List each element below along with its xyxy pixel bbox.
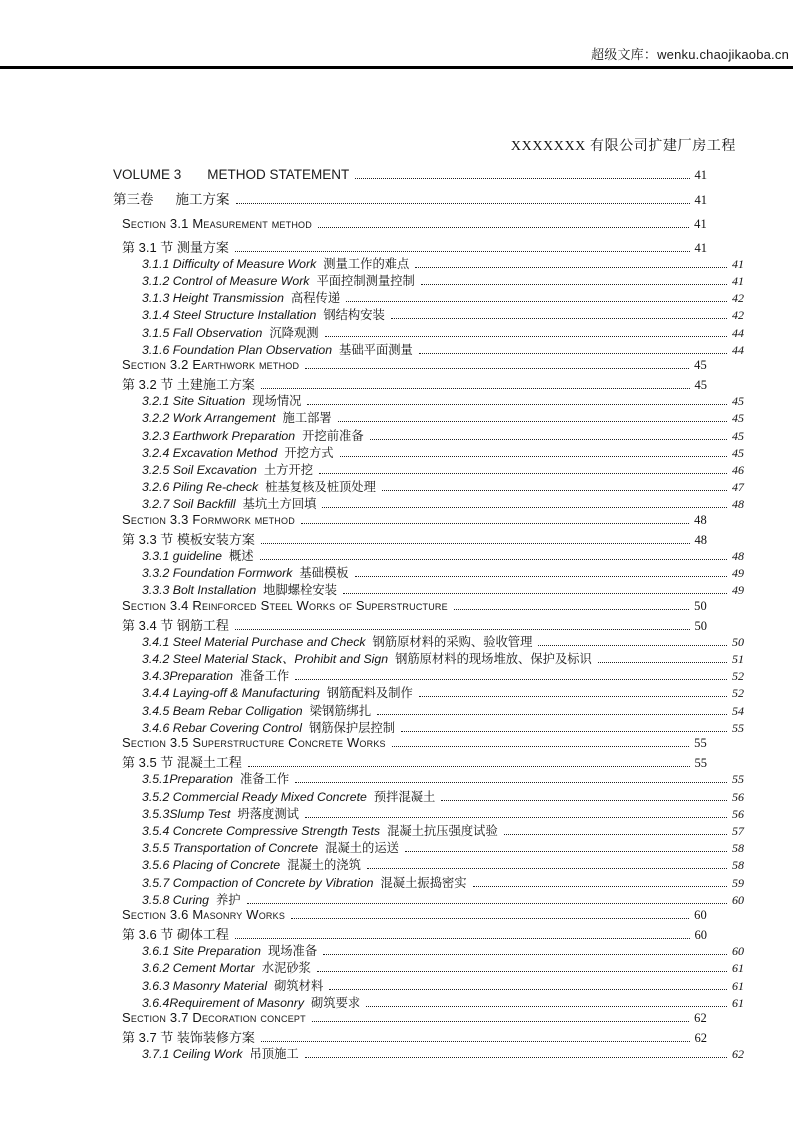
toc-leader <box>355 178 689 179</box>
toc-entry-text-zh: 准备工作 <box>239 669 290 684</box>
toc-entry-text-en: 3.3.3 Bolt Installation <box>142 583 257 598</box>
toc-page-number: 52 <box>732 669 744 684</box>
toc-entry-title: Section 3.5 Superstructure Concrete Works <box>122 735 386 750</box>
toc-page-number: 61 <box>732 978 744 993</box>
toc-entry-text <box>142 323 319 341</box>
toc-entry-text <box>142 666 289 684</box>
toc-page-number: 45 <box>694 357 707 372</box>
toc-entry-text-zh: 钢结构安装 <box>323 308 385 323</box>
toc-entry-text-en: 3.2.5 Soil Excavation <box>142 463 257 477</box>
toc-entry-text <box>142 391 301 409</box>
toc-page-number: 60 <box>694 907 707 922</box>
toc-entry-text <box>122 752 242 771</box>
toc-entry <box>113 546 744 563</box>
toc-entry-title: 第 3.7 节 装饰装修方案 <box>122 1030 255 1046</box>
toc-page-number: 45 <box>732 411 744 426</box>
toc-leader <box>415 267 727 268</box>
toc-entry-text-en: 3.4.2 Steel Material Stack、Prohibit and Sign <box>142 652 389 667</box>
toc-page-number: 47 <box>732 480 744 495</box>
toc-entry-text-zh: 梁钢筋绑扎 <box>309 703 372 718</box>
toc-entry <box>113 752 744 769</box>
toc-leader <box>291 918 689 919</box>
toc-leader <box>366 1006 727 1007</box>
toc-entry-text-en: 3.4.3Preparation <box>142 669 233 684</box>
toc-leader <box>367 868 727 869</box>
toc-entry-text-zh: 钢筋原材料的采购、验收管理 <box>372 634 533 649</box>
toc-entry-text <box>142 580 337 598</box>
toc-entry <box>113 718 744 735</box>
toc-entry-text-zh: 准备工作 <box>239 772 290 787</box>
toc-entry <box>113 804 744 821</box>
toc-entry <box>113 958 744 975</box>
toc-entry <box>113 188 744 208</box>
toc-entry-label: 第三卷 <box>113 192 154 208</box>
toc-entry-text-zh: 砌筑要求 <box>311 995 361 1010</box>
toc-entry-text-en: 3.1.4 Steel Structure Installation <box>142 308 317 323</box>
toc-leader <box>419 353 727 354</box>
toc-leader <box>325 336 727 337</box>
toc-leader <box>261 388 690 389</box>
toc-entry-text <box>142 941 317 959</box>
toc-leader <box>329 989 727 990</box>
toc-leader <box>355 576 727 577</box>
toc-entry-title: METHOD STATEMENT <box>207 167 350 182</box>
toc-entry-text-en: 3.6.1 Site Preparation <box>142 944 261 959</box>
toc-leader <box>370 439 727 440</box>
toc-entry <box>113 460 744 477</box>
toc-entry-text-en: 3.5.5 Transportation of Concrete <box>142 841 319 856</box>
toc-page-number: 46 <box>732 463 744 477</box>
toc-entry-text-zh: 混凝土抗压强度试验 <box>387 823 498 838</box>
toc-page-number: 57 <box>732 823 744 838</box>
toc-entry-text-zh: 钢筋配料及制作 <box>326 686 413 701</box>
toc-leader <box>235 938 690 939</box>
toc-entry-text <box>142 1044 299 1062</box>
toc-entry-text-zh: 钢筋保护层控制 <box>308 720 396 735</box>
toc-page-number: 44 <box>732 325 744 340</box>
toc-entry <box>113 216 744 233</box>
toc-entry-text-en: 3.7.1 Ceiling Work <box>142 1047 243 1062</box>
toc-entry-text-zh: 施工部署 <box>282 411 332 426</box>
toc-leader <box>319 473 727 474</box>
toc-entry-text-zh: 水泥砂浆 <box>261 961 311 976</box>
toc-entry-text-zh: 基础模板 <box>299 566 349 581</box>
toc-entry-text <box>142 477 376 495</box>
toc-leader <box>405 851 727 852</box>
toc-entry-text-en: 3.2.3 Earthwork Preparation <box>142 428 296 443</box>
toc-entry-title: 第 3.6 节 砌体工程 <box>122 927 229 943</box>
toc-entry-text-zh: 砌筑材料 <box>274 978 324 993</box>
toc-leader <box>295 782 727 783</box>
toc-page-number: 42 <box>732 291 744 306</box>
toc-page-number: 58 <box>732 841 744 856</box>
toc-entry-text <box>142 873 467 891</box>
toc-leader <box>598 662 727 663</box>
toc-page-number: 55 <box>732 720 744 735</box>
toc-leader <box>382 490 727 491</box>
toc-entry-text-en: 3.1.6 Foundation Plan Observation <box>142 342 333 357</box>
toc-entry-text <box>142 254 409 272</box>
toc-entry-text-zh: 混凝土振捣密实 <box>380 875 467 890</box>
toc-entry-title: Section 3.7 Decoration concept <box>122 1010 306 1025</box>
toc-entry <box>113 1027 744 1044</box>
toc-entry <box>113 494 744 511</box>
toc-page-number: 62 <box>694 1011 707 1025</box>
toc-entry-text <box>122 529 255 548</box>
toc-page-number: 55 <box>694 736 707 750</box>
toc-entry-text-en: 3.4.5 Beam Rebar Colligation <box>142 703 303 718</box>
toc-entry <box>113 254 744 271</box>
toc-page-number: 48 <box>732 548 744 563</box>
toc-entry-text <box>122 1010 306 1025</box>
toc-entry <box>113 580 744 597</box>
toc-entry-label: VOLUME 3 <box>113 167 182 182</box>
toc-page-number: 50 <box>694 598 707 613</box>
toc-entry-text-zh: 沉降观测 <box>269 325 319 340</box>
toc-entry <box>113 615 744 632</box>
toc-page-number: 50 <box>732 634 744 649</box>
toc-entry-text-en: 3.4.4 Laying-off & Manufacturing <box>142 686 320 701</box>
toc-entry <box>113 374 744 391</box>
toc-leader <box>421 284 727 285</box>
toc-page-number: 48 <box>694 512 707 527</box>
toc-page-number: 45 <box>732 445 744 460</box>
toc-page-number: 60 <box>732 892 744 907</box>
toc-entry-text-zh: 预拌混凝土 <box>373 789 436 804</box>
toc-entry-text-zh: 坍落度测试 <box>237 806 299 821</box>
toc-leader <box>235 251 690 252</box>
toc-entry <box>113 305 744 322</box>
toc-entry-text <box>142 976 323 994</box>
toc-entry-text <box>142 683 413 701</box>
toc-entry-text <box>142 288 340 306</box>
toc-entry-text <box>142 958 311 976</box>
toc-leader <box>261 1041 690 1042</box>
toc-leader <box>338 421 727 422</box>
toc-entry <box>113 976 744 993</box>
toc-entry-text-en: 3.4.1 Steel Material Purchase and Check <box>142 634 366 649</box>
toc-leader <box>317 971 727 972</box>
toc-entry <box>113 907 744 924</box>
toc-entry-text-en: 3.2.7 Soil Backfill <box>142 497 236 512</box>
toc-leader <box>473 886 727 887</box>
toc-entry-title: Section 3.1 Measurement method <box>122 216 312 232</box>
toc-entry <box>113 787 744 804</box>
toc-entry-text <box>142 305 385 323</box>
toc-leader <box>392 746 689 747</box>
toc-entry-text-zh: 基坑土方回填 <box>242 497 317 512</box>
toc-entry-text-en: 3.5.2 Commercial Ready Mixed Concrete <box>142 789 367 804</box>
toc-entry <box>113 683 744 700</box>
toc-page-number: 48 <box>694 532 707 547</box>
toc-entry-text-zh: 测量工作的难点 <box>323 256 410 271</box>
toc-entry-text-en: 3.4.6 Rebar Covering Control <box>142 720 302 735</box>
toc-entry-text <box>122 1027 255 1046</box>
toc-page-number: 54 <box>732 703 744 718</box>
toc-entry <box>113 924 744 941</box>
toc-page-number: 50 <box>694 618 707 633</box>
toc-leader <box>454 609 689 610</box>
toc-page-number: 62 <box>732 1047 744 1062</box>
toc-entry-text <box>113 188 230 208</box>
toc-leader <box>318 227 689 228</box>
table-of-contents <box>113 167 744 1062</box>
toc-leader <box>305 368 689 369</box>
toc-leader <box>391 318 727 319</box>
toc-entry <box>113 838 744 855</box>
toc-entry-text <box>122 374 255 393</box>
toc-entry-title: Section 3.4 Reinforced Steel Works of Superstructure <box>122 597 448 613</box>
toc-entry-text-zh: 土方开挖 <box>263 463 314 477</box>
toc-entry-text-en: 3.3.1 guideline <box>142 548 222 563</box>
toc-page-number: 41 <box>694 217 707 232</box>
toc-entry-text <box>122 615 229 634</box>
toc-entry-text-zh: 混凝土的浇筑 <box>287 858 361 873</box>
toc-entry-title: 第 3.3 节 模板安装方案 <box>122 531 255 547</box>
toc-entry-text-en: 3.2.4 Excavation Method <box>142 445 278 460</box>
toc-leader <box>323 954 727 955</box>
toc-entry-text <box>142 804 299 822</box>
toc-entry-text-zh: 混凝土的运送 <box>325 841 399 856</box>
toc-leader <box>401 731 727 732</box>
toc-entry <box>113 167 744 184</box>
toc-entry-text <box>122 216 312 231</box>
toc-entry <box>113 529 744 546</box>
toc-leader <box>307 404 727 405</box>
toc-page-number: 48 <box>732 497 744 512</box>
toc-entry-text-en: 3.5.1Preparation <box>142 772 233 787</box>
toc-leader <box>504 834 727 835</box>
toc-page-number: 55 <box>732 772 744 787</box>
toc-entry-text <box>142 718 395 736</box>
toc-leader <box>295 679 727 680</box>
toc-entry-title: 第 3.1 节 测量方案 <box>122 239 229 255</box>
toc-entry-text-en: 3.5.6 Placing of Concrete <box>142 858 281 873</box>
toc-entry-text-zh: 开挖方式 <box>284 445 334 460</box>
toc-entry-text <box>142 787 435 805</box>
toc-entry <box>113 855 744 872</box>
toc-page-number: 60 <box>694 928 707 943</box>
toc-entry-text <box>142 340 413 358</box>
toc-entry <box>113 941 744 958</box>
toc-entry <box>113 873 744 890</box>
toc-entry-text-en: 3.3.2 Foundation Formwork <box>142 566 293 581</box>
toc-entry <box>113 323 744 340</box>
toc-entry-text-zh: 基础平面测量 <box>339 342 413 357</box>
toc-entry-text <box>122 512 295 527</box>
toc-entry-text <box>122 357 299 372</box>
toc-entry <box>113 443 744 460</box>
doc-title: XXXXXXX 有限公司扩建厂房工程 <box>510 139 736 154</box>
toc-page-number: 41 <box>694 193 707 208</box>
toc-entry-text <box>142 855 361 873</box>
toc-leader <box>305 817 727 818</box>
toc-leader <box>538 645 727 646</box>
toc-entry-text <box>142 769 289 787</box>
toc-entry-text-zh: 开挖前准备 <box>302 428 364 443</box>
toc-entry <box>113 408 744 425</box>
toc-entry-text <box>142 993 360 1011</box>
toc-page-number: 45 <box>732 428 744 443</box>
toc-leader <box>260 559 727 560</box>
toc-page-number: 56 <box>732 806 744 821</box>
toc-entry-text <box>142 408 332 426</box>
toc-entry <box>113 477 744 494</box>
toc-entry <box>113 288 744 305</box>
toc-entry-text-zh: 地脚螺栓安装 <box>263 583 337 598</box>
toc-leader <box>377 714 727 715</box>
toc-page-number: 41 <box>694 240 707 255</box>
toc-entry-text <box>122 924 229 943</box>
toc-entry-text-zh: 钢筋原材料的现场堆放、保护及标识 <box>395 652 592 667</box>
toc-entry <box>113 1010 744 1027</box>
toc-page-number: 59 <box>732 875 744 890</box>
toc-entry-text-zh: 现场情况 <box>252 394 302 409</box>
toc-entry-text-zh: 现场准备 <box>267 944 318 959</box>
toc-entry-text <box>142 271 415 289</box>
toc-entry-text <box>122 735 386 750</box>
toc-page-number: 62 <box>694 1031 707 1046</box>
toc-entry <box>113 357 744 374</box>
toc-entry-text-en: 3.5.4 Concrete Compressive Strength Tests <box>142 823 381 838</box>
toc-entry-text-en: 3.1.3 Height Transmission <box>142 291 284 306</box>
toc-entry-text <box>122 598 448 613</box>
toc-entry <box>113 890 744 907</box>
toc-page-number: 56 <box>732 789 744 804</box>
toc-leader <box>261 543 690 544</box>
toc-entry-text <box>142 460 313 478</box>
toc-leader <box>346 301 727 302</box>
toc-entry <box>113 769 744 786</box>
toc-entry-text <box>142 838 399 856</box>
toc-leader <box>322 507 727 508</box>
toc-entry <box>113 632 744 649</box>
toc-entry-title: Section 3.2 Earthwork method <box>122 356 300 372</box>
toc-page-number: 41 <box>732 256 744 271</box>
toc-leader <box>441 800 727 801</box>
toc-entry-text-en: 3.5.3Slump Test <box>142 806 231 821</box>
toc-page-number: 58 <box>732 858 744 873</box>
toc-entry-text-zh: 概述 <box>229 548 254 563</box>
toc-entry-text-en: 3.1.2 Control of Measure Work <box>142 273 310 288</box>
toc-entry-text <box>142 546 254 564</box>
toc-entry-text <box>142 890 241 908</box>
toc-entry-text <box>142 443 334 461</box>
toc-entry-text-zh: 桩基复核及桩顶处理 <box>265 480 376 495</box>
toc-entry-text-zh: 吊顶施工 <box>249 1047 299 1062</box>
toc-leader <box>305 1057 727 1058</box>
toc-page-number: 52 <box>732 686 744 701</box>
toc-page-number: 41 <box>732 273 744 288</box>
toc-leader <box>419 696 727 697</box>
toc-entry-title: Section 3.6 Masonry Works <box>122 906 286 922</box>
toc-page-number: 44 <box>732 342 744 357</box>
toc-entry <box>113 735 744 752</box>
toc-entry-text-zh: 养护 <box>216 892 241 907</box>
toc-leader <box>247 903 727 904</box>
toc-entry <box>113 512 744 529</box>
toc-entry-text-en: 3.6.2 Cement Mortar <box>142 961 255 976</box>
toc-entry <box>113 340 744 357</box>
toc-entry <box>113 426 744 443</box>
toc-entry-text <box>142 426 364 444</box>
watermark-text: 超级文库：wenku.chaojikaoba.cn <box>591 47 789 62</box>
toc-entry-title: 第 3.5 节 混凝土工程 <box>122 755 242 771</box>
toc-leader <box>236 203 690 204</box>
toc-entry-text-zh: 高程传递 <box>290 291 341 306</box>
toc-entry <box>113 701 744 718</box>
toc-entry-title: 第 3.2 节 土建施工方案 <box>122 377 255 393</box>
toc-entry-text <box>113 167 349 182</box>
toc-entry <box>113 563 744 580</box>
toc-entry-text <box>122 237 229 256</box>
toc-entry-text-en: 3.2.2 Work Arrangement <box>142 411 276 426</box>
toc-entry <box>113 237 744 254</box>
toc-entry-text-en: 3.2.6 Piling Re-check <box>142 480 259 495</box>
toc-entry <box>113 666 744 683</box>
toc-entry <box>113 993 744 1010</box>
toc-entry-text-en: 3.1.1 Difficulty of Measure Work <box>142 256 317 271</box>
toc-entry <box>113 1044 744 1061</box>
toc-page-number: 42 <box>732 308 744 323</box>
header-rule <box>0 66 793 69</box>
toc-entry-text-en: 3.1.5 Fall Observation <box>142 325 263 340</box>
toc-entry-text <box>142 494 316 512</box>
toc-entry-text-en: 3.5.7 Compaction of Concrete by Vibration <box>142 875 374 890</box>
toc-entry <box>113 271 744 288</box>
toc-entry-text <box>142 563 349 581</box>
toc-page-number: 51 <box>732 652 744 667</box>
toc-entry <box>113 598 744 615</box>
toc-entry-text <box>142 632 532 650</box>
toc-page-number: 55 <box>694 756 707 771</box>
toc-page-number: 60 <box>732 944 744 959</box>
toc-entry-text <box>142 701 371 719</box>
toc-page-number: 61 <box>732 995 744 1010</box>
toc-leader <box>248 766 690 767</box>
toc-leader <box>343 593 727 594</box>
toc-leader <box>235 629 690 630</box>
toc-entry-text-en: 3.6.3 Masonry Material <box>142 978 268 993</box>
toc-entry-text-zh: 平面控制测量控制 <box>316 273 415 288</box>
toc-page-number: 45 <box>732 394 744 409</box>
toc-leader <box>301 523 689 524</box>
toc-page-number: 61 <box>732 961 744 976</box>
toc-entry-title: 施工方案 <box>175 192 230 208</box>
toc-page-number: 49 <box>732 566 744 581</box>
toc-entry-text <box>142 821 498 839</box>
toc-page-number: 45 <box>694 378 707 393</box>
toc-entry-title: Section 3.3 Formwork method <box>122 511 295 527</box>
toc-entry <box>113 821 744 838</box>
toc-leader <box>340 456 727 457</box>
toc-page-number: 49 <box>732 583 744 598</box>
toc-page-number: 41 <box>694 168 707 182</box>
toc-entry-title: 第 3.4 节 钢筋工程 <box>122 617 229 633</box>
toc-entry-text <box>142 649 592 667</box>
toc-entry-text-en: 3.6.4Requirement of Masonry <box>142 995 304 1010</box>
toc-entry <box>113 649 744 666</box>
toc-entry-text-en: 3.2.1 Site Situation <box>142 394 246 409</box>
toc-entry-text-en: 3.5.8 Curing <box>142 892 209 907</box>
toc-leader <box>312 1021 689 1022</box>
toc-entry <box>113 391 744 408</box>
toc-entry-text <box>122 907 285 922</box>
